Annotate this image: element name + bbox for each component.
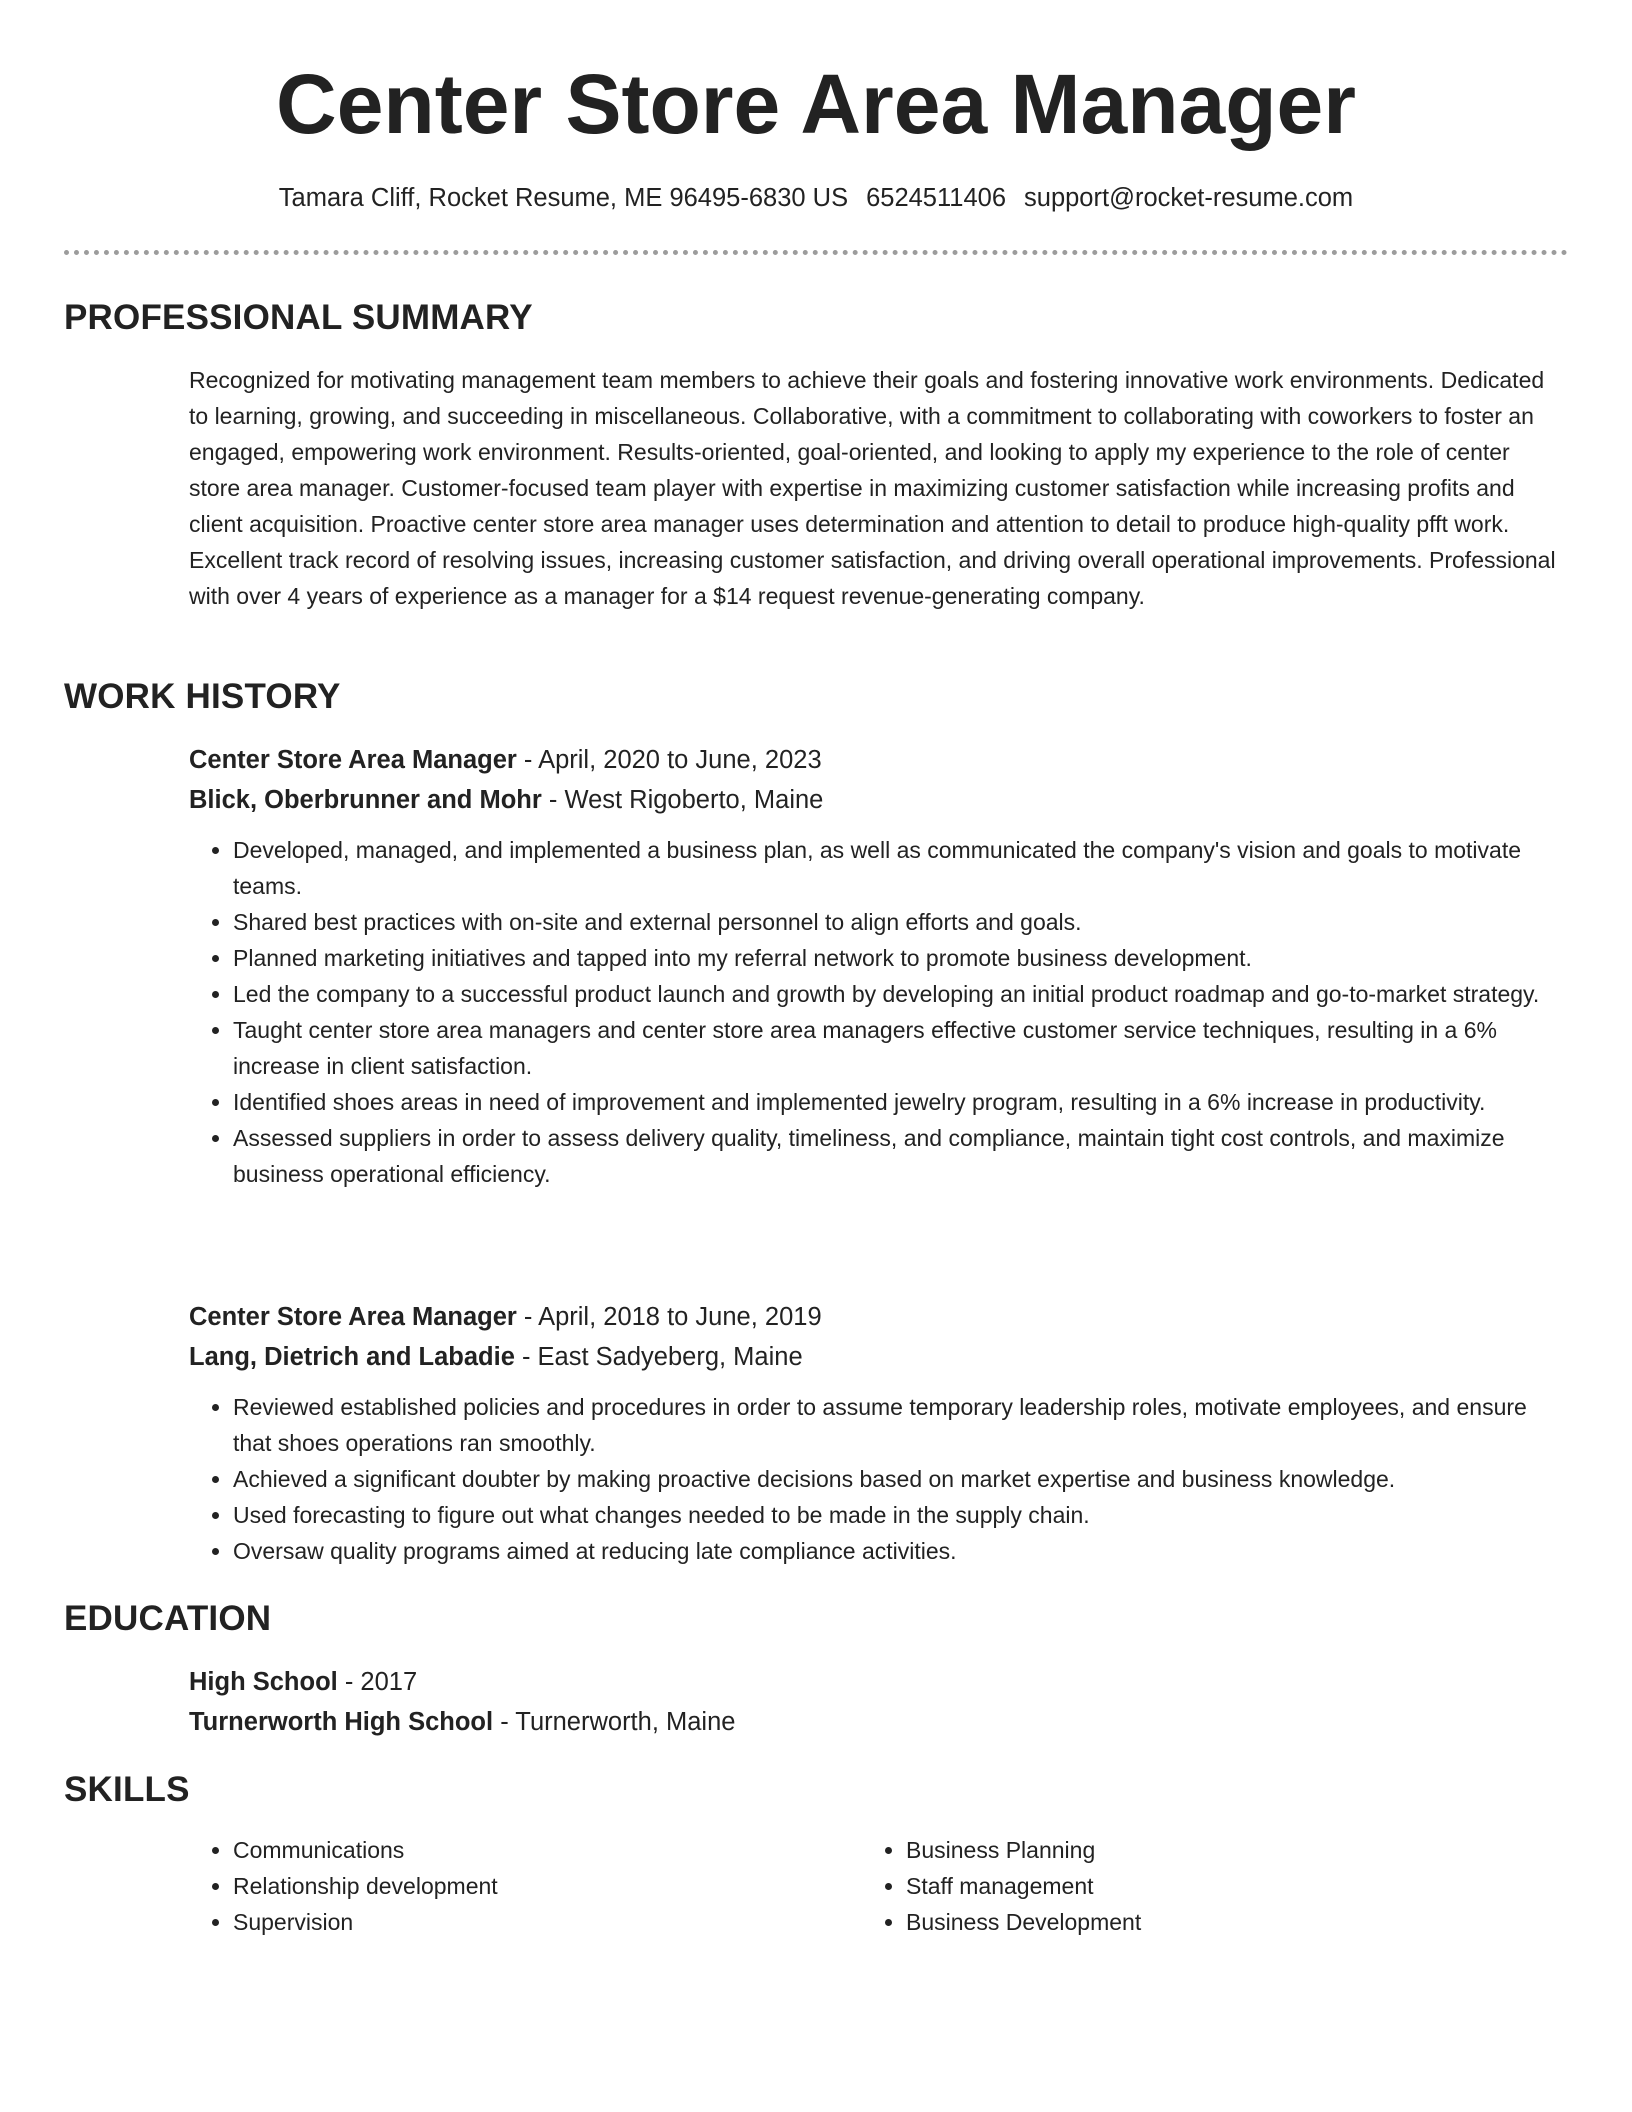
job-company-line [189,1337,1565,1377]
skill-item: • Staff management [906,1868,1502,1904]
job-bullet: • Achieved a significant doubter by making proactive decisions based on market expertise and business knowledge. [233,1461,1565,1497]
job-company: Lang, Dietrich and Labadie [189,1343,515,1371]
job-dates: - April, 2020 to June, 2023 [516,746,822,774]
skills-heading: SKILLS [64,1770,190,1809]
education-degree-line [189,1662,1565,1702]
education-degree: High School [189,1668,338,1696]
skill-item: • Business Planning [906,1832,1502,1868]
job-bullet: • Planned marketing initiatives and tapped into my referral network to promote business development. [233,940,1565,976]
job-location: - West Rigoberto, Maine [541,786,824,814]
education-school-line [189,1702,1565,1742]
job-bullet: • Reviewed established policies and procedures in order to assume temporary leadership roles, motivate employees, and ensure that shoes operations ran smoothly. [233,1389,1565,1461]
job-bullet: • Shared best practices with on-site and external personnel to align efforts and goals. [233,904,1565,940]
job-entry [189,1297,1565,1569]
work-history-heading: WORK HISTORY [64,677,341,716]
job-bullet: • Taught center store area managers and center store area managers effective customer service techniques, resulting in a 6% increase in client satisfaction. [233,1012,1565,1084]
contact-email: support@rocket-resume.com [1024,184,1354,212]
skills-column-right [862,1832,1502,1940]
contact-phone: 6524511406 [866,184,1007,212]
job-bullets [189,1389,1565,1569]
job-title-line [189,1297,1565,1337]
job-title: Center Store Area Manager [189,1303,517,1331]
skills-column-left [189,1832,829,1940]
job-title-line [189,740,1565,780]
education-year: - 2017 [337,1668,418,1696]
job-bullet: • Led the company to a successful product launch and growth by developing an initial product roadmap and go-to-market strategy. [233,976,1565,1012]
job-title: Center Store Area Manager [189,746,517,774]
job-bullet: • Used forecasting to figure out what changes needed to be made in the supply chain. [233,1497,1565,1533]
education-location: - Turnerworth, Maine [493,1708,736,1736]
skills-list [862,1832,1502,1940]
job-bullets [189,832,1565,1192]
summary-text: Recognized for motivating management team members to achieve their goals and fostering innovative work environments. Dedicated to learning, growing, and succeeding in miscellaneous. Collaborative, with a commitment to collaborating with coworkers to foster an engaged, empowering work environment. Results-oriented, goal-oriented, and looking to apply my experience to the role of center store area manager. Customer-focused team player with expertise in maximizing customer satisfaction while increasing profits and client acquisition. Proactive center store area manager uses determination and attention to detail to produce high-quality pfft work. Excellent track record of resolving issues, increasing customer satisfaction, and driving overall operational improvements. Professional with over 4 years of experience as a manager for a $14 request revenue-generating company. [189,367,1556,609]
job-location: - East Sadyeberg, Maine [514,1343,803,1371]
header-divider [64,250,1568,255]
job-company-line [189,780,1565,820]
resume-title: Center Store Area Manager [276,57,1356,151]
skill-item: • Relationship development [233,1868,829,1904]
summary-heading: PROFESSIONAL SUMMARY [64,298,533,337]
contact-line [0,181,1632,215]
education-school: Turnerworth High School [189,1708,494,1736]
job-bullet: • Developed, managed, and implemented a business plan, as well as communicated the company's vision and goals to motivate teams. [233,832,1565,904]
job-bullet: • Oversaw quality programs aimed at reducing late compliance activities. [233,1533,1565,1569]
job-dates: - April, 2018 to June, 2019 [516,1303,822,1331]
job-company: Blick, Oberbrunner and Mohr [189,786,542,814]
job-entry [189,740,1565,1192]
skills-list [189,1832,829,1940]
skill-item: • Supervision [233,1904,829,1940]
skill-item: • Communications [233,1832,829,1868]
job-bullet: • Identified shoes areas in need of improvement and implemented jewelry program, resulting in a 6% increase in productivity. [233,1084,1565,1120]
summary-section [189,362,1565,614]
education-entry [189,1662,1565,1742]
education-heading: EDUCATION [64,1599,272,1638]
job-bullet: • Assessed suppliers in order to assess delivery quality, timeliness, and compliance, maintain tight cost controls, and maximize business operational efficiency. [233,1120,1565,1192]
contact-address: Tamara Cliff, Rocket Resume, ME 96495-6830 US [278,184,849,212]
skill-item: • Business Development [906,1904,1502,1940]
